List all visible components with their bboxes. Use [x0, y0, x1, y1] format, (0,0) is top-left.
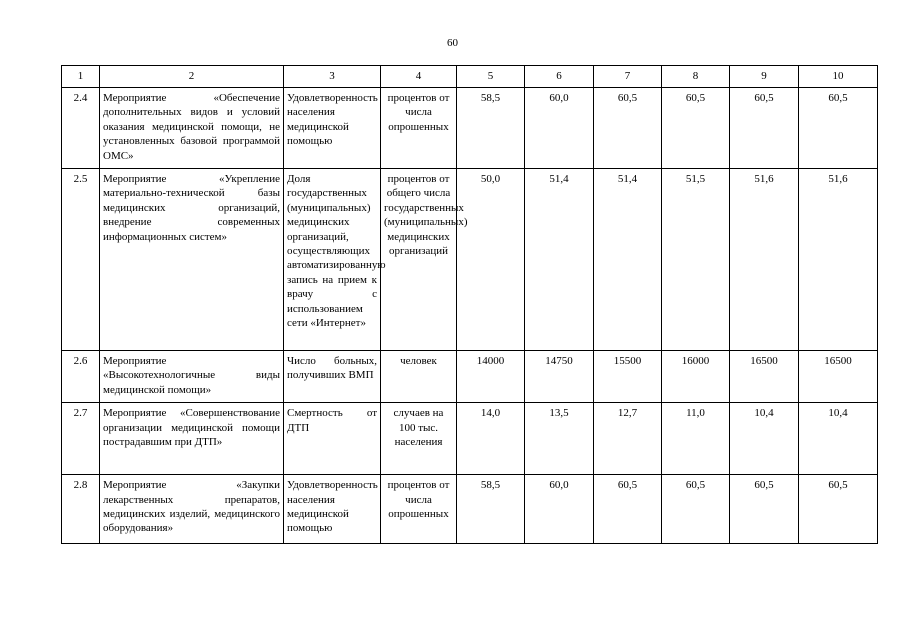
table-row [62, 475, 878, 544]
header-cell: 1 [62, 66, 100, 88]
value-cell: 60,5 [730, 88, 799, 169]
row-number: 2.4 [62, 88, 100, 169]
indicator-cell: Удовлетворенность населения медицинской помощью [284, 475, 381, 544]
value-cell: 60,5 [594, 475, 662, 544]
value-cell: 60,5 [730, 475, 799, 544]
event-cell: Мероприятие «Совершенствование организации медицинской помощи пострадавшим при ДТП» [100, 403, 284, 475]
table-row [62, 88, 878, 169]
indicator-cell: Удовлетворенность населения медицинской помощью [284, 88, 381, 169]
value-cell: 51,6 [799, 169, 878, 351]
value-cell: 60,5 [594, 88, 662, 169]
value-cell: 51,4 [525, 169, 594, 351]
indicator-cell: Смертность от ДТП [284, 403, 381, 475]
page-number: 60 [447, 37, 458, 49]
value-cell: 58,5 [457, 475, 525, 544]
value-cell: 51,4 [594, 169, 662, 351]
table-row [62, 351, 878, 403]
value-cell: 12,7 [594, 403, 662, 475]
event-cell: Мероприятие «Высокотехнологичные виды медицинской помощи» [100, 351, 284, 403]
value-cell: 51,5 [662, 169, 730, 351]
unit-cell: процентов от общего числа государственных (муниципальных) медицинских организаций [381, 169, 457, 351]
value-cell: 16500 [799, 351, 878, 403]
header-cell: 5 [457, 66, 525, 88]
unit-cell: случаев на 100 тыс. населения [381, 403, 457, 475]
value-cell: 11,0 [662, 403, 730, 475]
value-cell: 14,0 [457, 403, 525, 475]
value-cell: 60,0 [525, 475, 594, 544]
header-cell: 7 [594, 66, 662, 88]
value-cell: 60,5 [799, 88, 878, 169]
unit-cell: человек [381, 351, 457, 403]
row-number: 2.8 [62, 475, 100, 544]
row-number: 2.7 [62, 403, 100, 475]
event-cell: Мероприятие «Обеспечение дополнительных видов и условий оказания медицинской помощи, не установленных базовой программой ОМС» [100, 88, 284, 169]
value-cell: 60,5 [662, 88, 730, 169]
event-cell: Мероприятие «Укрепление материально-технической базы медицинских организаций, внедрение современных информационных систем» [100, 169, 284, 351]
value-cell: 10,4 [799, 403, 878, 475]
header-cell: 4 [381, 66, 457, 88]
value-cell: 16000 [662, 351, 730, 403]
header-cell: 9 [730, 66, 799, 88]
value-cell: 15500 [594, 351, 662, 403]
value-cell: 14000 [457, 351, 525, 403]
indicators-table [61, 65, 878, 544]
unit-cell: процентов от числа опрошенных [381, 88, 457, 169]
header-cell: 10 [799, 66, 878, 88]
value-cell: 60,5 [662, 475, 730, 544]
indicator-cell: Доля государственных (муниципальных) медицинских организаций, осуществляющих автоматизированную запись на прием к врачу с использованием сети «Интернет» [284, 169, 381, 351]
unit-cell: процентов от числа опрошенных [381, 475, 457, 544]
value-cell: 60,5 [799, 475, 878, 544]
value-cell: 51,6 [730, 169, 799, 351]
value-cell: 60,0 [525, 88, 594, 169]
row-number: 2.5 [62, 169, 100, 351]
table-row [62, 169, 878, 351]
value-cell: 10,4 [730, 403, 799, 475]
row-number: 2.6 [62, 351, 100, 403]
value-cell: 50,0 [457, 169, 525, 351]
header-cell: 6 [525, 66, 594, 88]
value-cell: 13,5 [525, 403, 594, 475]
header-cell: 3 [284, 66, 381, 88]
value-cell: 16500 [730, 351, 799, 403]
header-cell: 8 [662, 66, 730, 88]
table-row [62, 403, 878, 475]
indicator-cell: Число больных, получивших ВМП [284, 351, 381, 403]
value-cell: 14750 [525, 351, 594, 403]
header-row [62, 66, 878, 88]
event-cell: Мероприятие «Закупки лекарственных препаратов, медицинских изделий, медицинского оборудования» [100, 475, 284, 544]
header-cell: 2 [100, 66, 284, 88]
value-cell: 58,5 [457, 88, 525, 169]
